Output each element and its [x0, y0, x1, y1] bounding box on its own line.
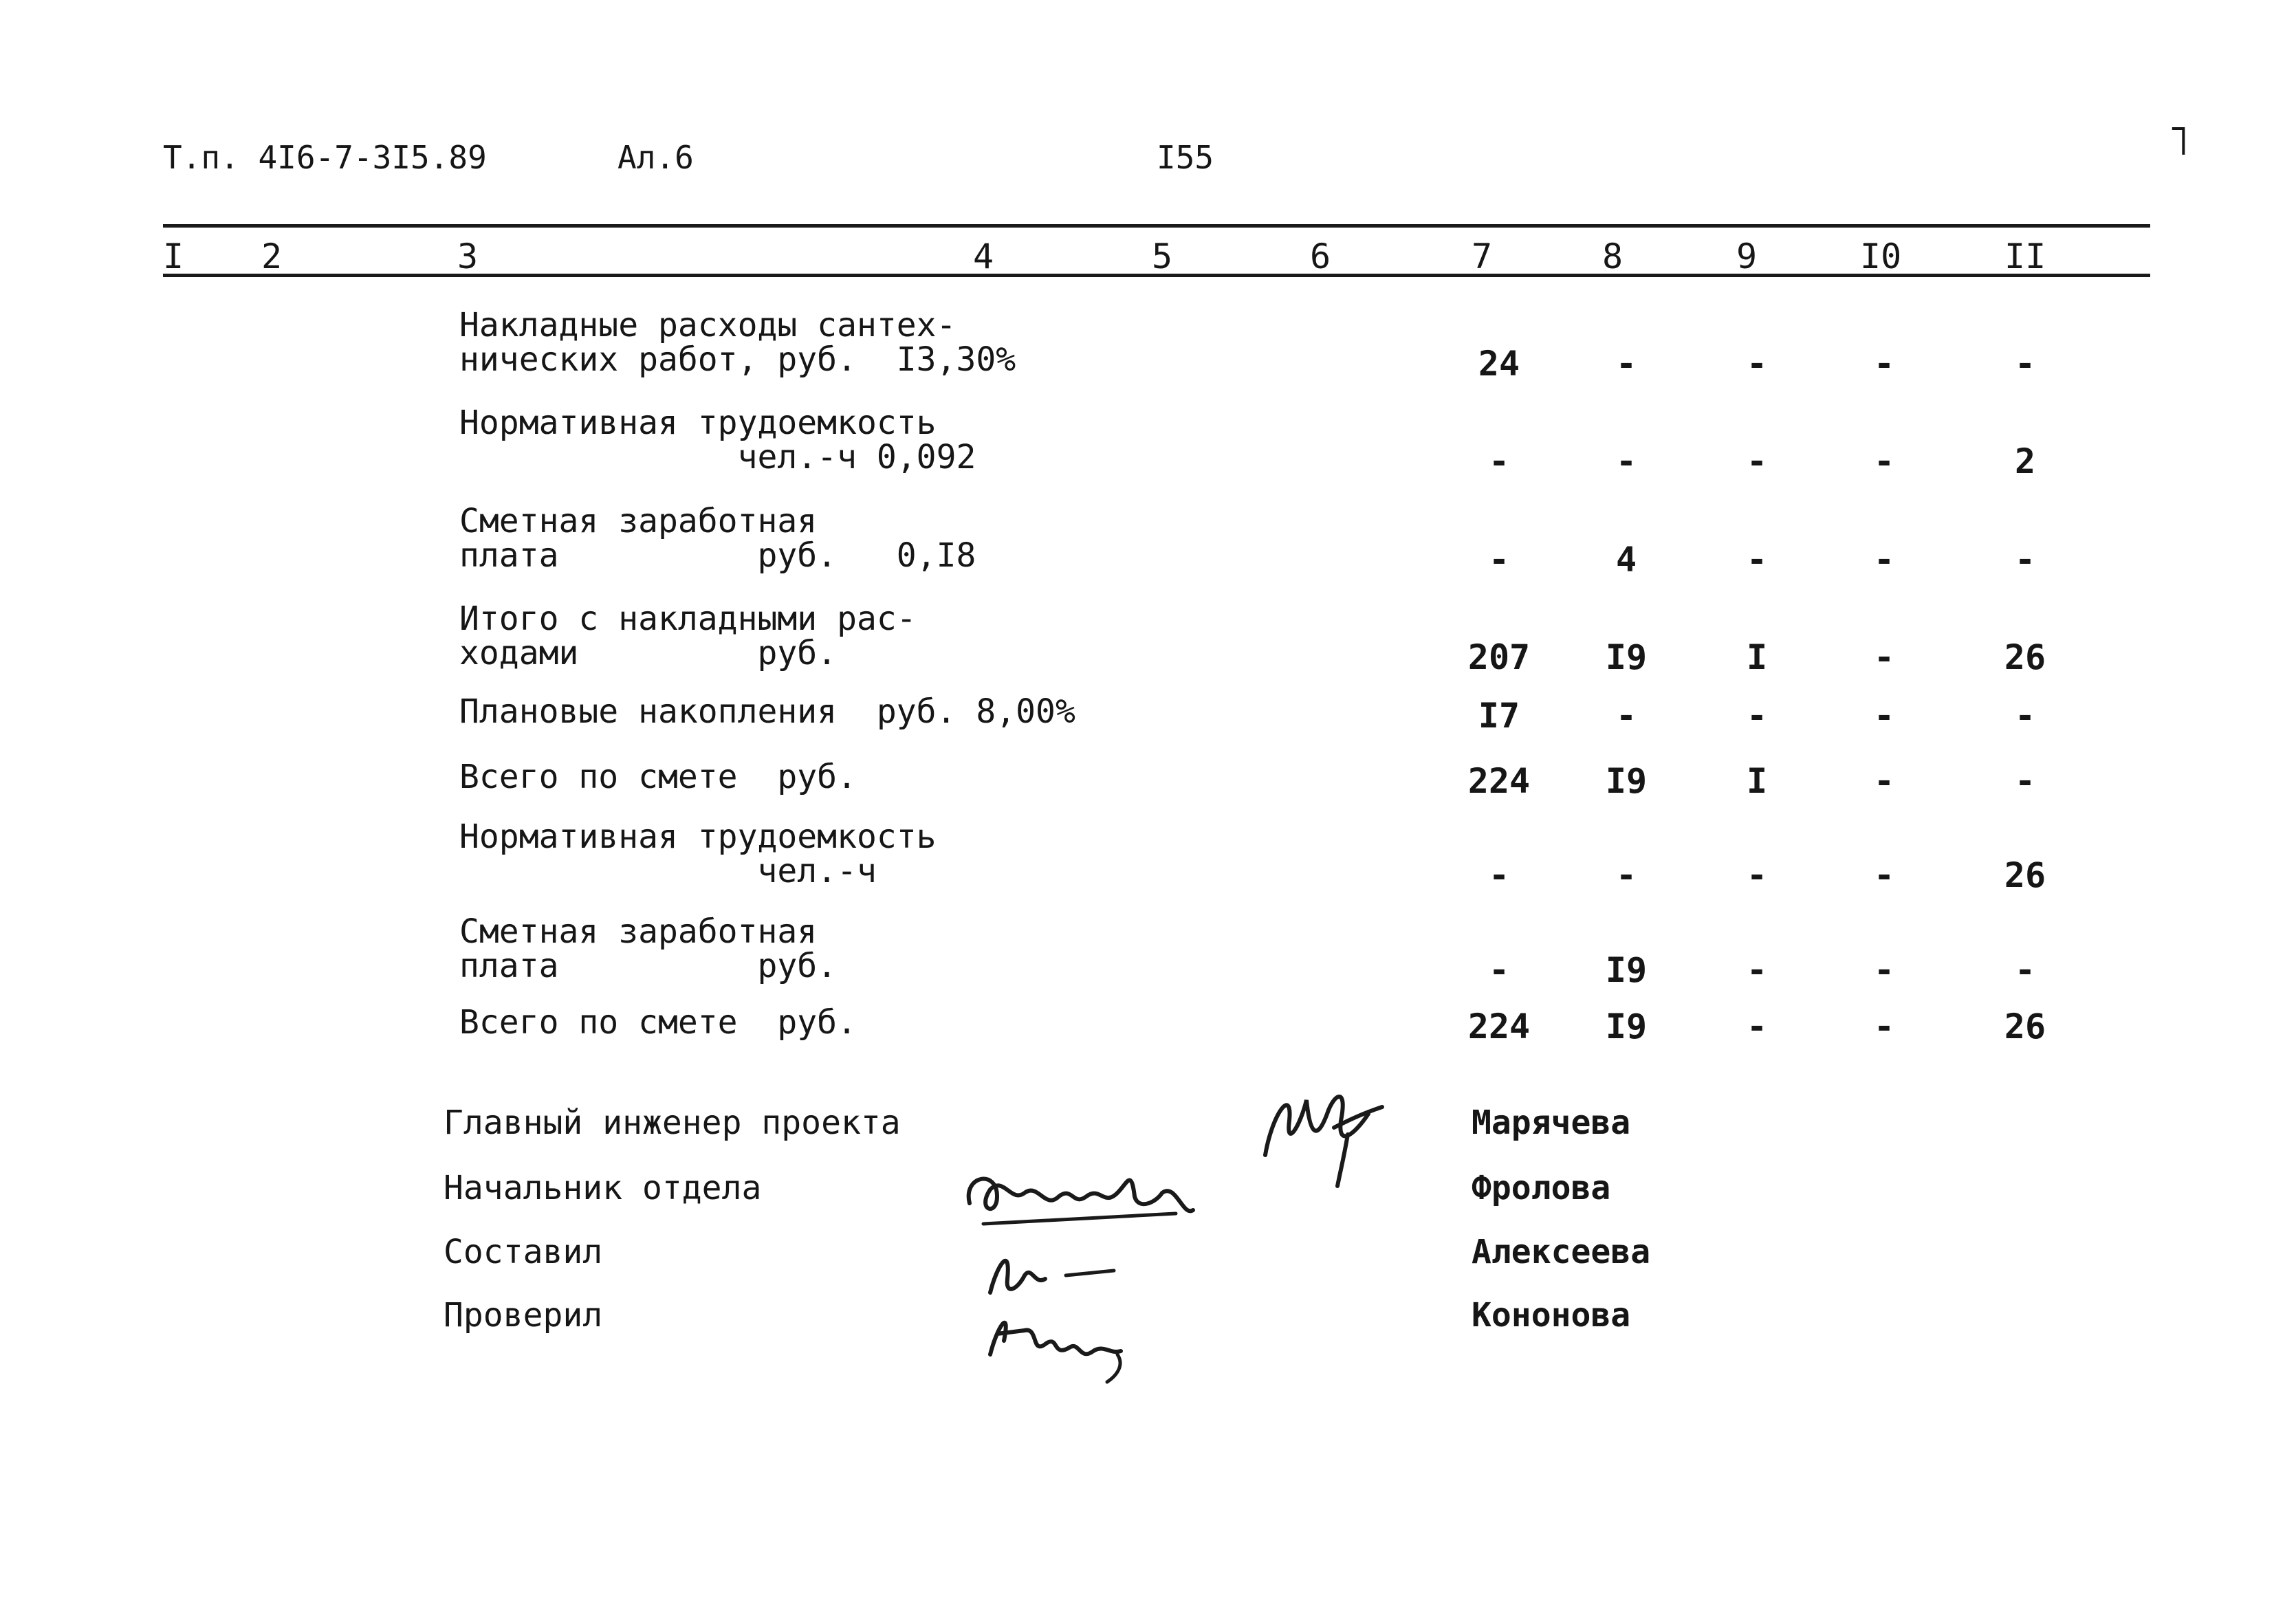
row-value: 26 [2004, 855, 2046, 895]
table-top-rule [163, 224, 2150, 228]
row-value: - [1746, 696, 1768, 736]
row-value: I7 [1478, 696, 1520, 736]
column-number: 5 [1152, 237, 1173, 276]
signature-role: Проверил [444, 1296, 603, 1335]
row-value: - [1746, 441, 1768, 481]
row-value: 4 [1615, 540, 1637, 580]
row-value: - [1873, 540, 1895, 580]
column-number: 6 [1310, 237, 1331, 276]
row-description: Всего по смете руб. [459, 1003, 857, 1042]
row-value: - [1746, 540, 1768, 580]
row-value: - [2014, 761, 2036, 801]
row-description: ходами руб. [459, 634, 838, 672]
row-value: - [2014, 950, 2036, 990]
signature-name: Фролова [1472, 1169, 1611, 1207]
row-description: плата руб. 0,I8 [459, 536, 976, 575]
corner-mark: ˥ [2166, 117, 2191, 165]
column-number: 8 [1602, 237, 1623, 276]
row-value: - [1873, 1007, 1895, 1046]
row-value: - [1615, 696, 1637, 736]
column-number: II [2004, 237, 2046, 276]
row-value: I9 [1605, 761, 1648, 801]
column-number: 9 [1736, 237, 1758, 276]
signature-role: Составил [444, 1233, 603, 1271]
row-description: чел.-ч [459, 852, 877, 890]
row-value: I9 [1605, 1007, 1648, 1046]
column-number: 4 [973, 237, 994, 276]
row-value: - [1746, 344, 1768, 384]
row-value: - [1615, 344, 1637, 384]
row-value: - [1488, 950, 1510, 990]
signature-name: Марячева [1472, 1104, 1631, 1142]
row-value: - [1873, 344, 1895, 384]
row-description: нических работ, руб. I3,30% [459, 340, 1016, 379]
row-value: - [1488, 855, 1510, 895]
row-description: плата руб. [459, 947, 838, 985]
row-value: - [1873, 855, 1895, 895]
row-value: 224 [1467, 761, 1531, 801]
column-number: I0 [1860, 237, 1902, 276]
row-value: I [1746, 761, 1768, 801]
signature-name: Алексеева [1472, 1233, 1651, 1271]
row-value: - [1615, 441, 1637, 481]
row-value: - [2014, 540, 2036, 580]
row-value: I9 [1605, 950, 1648, 990]
row-description: Всего по смете руб. [459, 758, 857, 796]
row-value: I [1746, 637, 1768, 677]
row-value: 24 [1478, 344, 1520, 384]
row-value: - [1873, 637, 1895, 677]
row-description: Нормативная трудоемкость [459, 404, 937, 442]
row-value: I9 [1605, 637, 1648, 677]
row-description: Сметная заработная [459, 912, 818, 951]
row-description: Плановые накопления руб. 8,00% [459, 692, 1075, 731]
row-description: чел.-ч 0,092 [459, 438, 976, 476]
row-description: Накладные расходы сантех- [459, 306, 956, 344]
signature-role: Главный инженер проекта [444, 1104, 901, 1142]
signature-head-of-department [956, 1155, 1203, 1231]
row-value: - [1488, 540, 1510, 580]
album-number: Ал.6 [617, 139, 694, 176]
signature-name: Кононова [1472, 1296, 1631, 1335]
column-number: I [163, 237, 184, 276]
row-value: 26 [2004, 1007, 2046, 1046]
row-value: 26 [2004, 637, 2046, 677]
row-description: Нормативная трудоемкость [459, 818, 937, 856]
signature-chief-engineer [1251, 1073, 1389, 1189]
row-value: - [2014, 696, 2036, 736]
column-number: 2 [261, 237, 283, 276]
row-value: - [1873, 761, 1895, 801]
row-value: - [1746, 950, 1768, 990]
column-number: 7 [1472, 237, 1493, 276]
doc-code: Т.п. 4I6-7-3I5.89 [163, 139, 487, 176]
row-value: - [1746, 855, 1768, 895]
row-value: - [1873, 441, 1895, 481]
row-description: Итого с накладными рас- [459, 600, 917, 638]
column-number: 3 [457, 237, 479, 276]
row-value: - [2014, 344, 2036, 384]
row-value: - [1873, 950, 1895, 990]
row-value: - [1488, 441, 1510, 481]
row-value: - [1746, 1007, 1768, 1046]
row-value: - [1615, 855, 1637, 895]
page-number: I55 [1157, 139, 1214, 176]
row-value: - [1873, 696, 1895, 736]
row-value: 207 [1467, 637, 1531, 677]
row-value: 224 [1467, 1007, 1531, 1046]
signature-role: Начальник отдела [444, 1169, 762, 1207]
signature-checked-by [976, 1293, 1141, 1389]
row-description: Сметная заработная [459, 502, 818, 540]
row-value: 2 [2014, 441, 2036, 481]
